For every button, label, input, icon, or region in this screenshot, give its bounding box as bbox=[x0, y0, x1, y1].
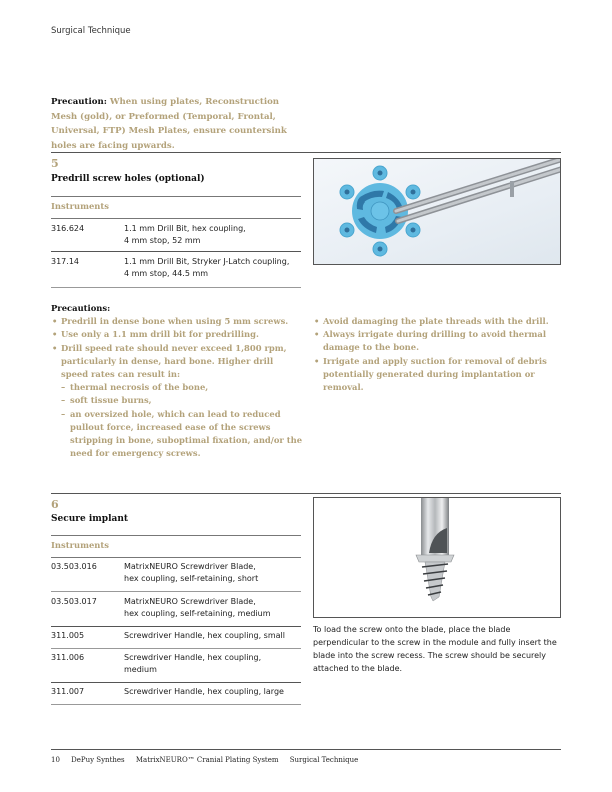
instrument-desc: medium bbox=[124, 665, 157, 674]
screwdriver-photo bbox=[313, 497, 561, 618]
table-rule bbox=[51, 591, 301, 592]
instruments-heading: Instruments bbox=[51, 540, 109, 550]
table-rule bbox=[51, 704, 301, 705]
instrument-desc: Screwdriver Handle, hex coupling, bbox=[124, 653, 262, 662]
instrument-code: 311.005 bbox=[51, 631, 85, 640]
precaution-label: Precaution: bbox=[51, 97, 107, 107]
section-divider bbox=[51, 152, 561, 153]
instrument-desc: 4 mm stop, 44.5 mm bbox=[124, 269, 209, 278]
instrument-code: 03.503.016 bbox=[51, 562, 97, 571]
table-rule bbox=[51, 648, 301, 649]
precaution-subitem: – soft tissue burns, bbox=[61, 395, 152, 406]
footer-product: MatrixNEURO™ Cranial Plating System bbox=[135, 756, 279, 764]
precaution-item: • Predrill in dense bone when using 5 mm screws. bbox=[51, 315, 303, 328]
footer-doc: Surgical Technique bbox=[289, 756, 359, 764]
precautions-title: Precautions: bbox=[51, 303, 111, 313]
table-rule bbox=[51, 196, 301, 197]
screwdriver-illustration bbox=[314, 498, 561, 618]
table-rule bbox=[51, 557, 301, 558]
precautions-left bbox=[51, 302, 303, 460]
top-precaution bbox=[51, 95, 301, 153]
instrument-desc: hex coupling, self-retaining, short bbox=[124, 574, 259, 583]
instruments-heading: Instruments bbox=[51, 201, 109, 211]
precaution-text: When using plates, Reconstruction Mesh (gold), or Preformed (Temporal, Frontal, Universal, FTP) Mesh Plates, ensure countersink holes are facing upwards. bbox=[51, 97, 287, 151]
instrument-desc: MatrixNEURO Screwdriver Blade, bbox=[124, 597, 256, 606]
footer-brand: DePuy Synthes bbox=[71, 756, 125, 764]
instrument-desc: 1.1 mm Drill Bit, hex coupling, bbox=[124, 224, 246, 233]
instrument-desc: hex coupling, self-retaining, medium bbox=[124, 609, 271, 618]
instrument-desc: Screwdriver Handle, hex coupling, small bbox=[124, 631, 285, 640]
table-rule bbox=[51, 535, 301, 536]
step-number: 5 bbox=[51, 157, 59, 170]
table-rule bbox=[51, 287, 301, 288]
section-divider bbox=[51, 493, 561, 494]
precaution-item: • Use only a 1.1 mm drill bit for predrilling. bbox=[51, 328, 303, 341]
instrument-code: 311.006 bbox=[51, 653, 85, 662]
precaution-subitem: – an oversized hole, which can lead to reduced pullout force, increased ease of the screws stripping in bone, suboptimal fixation, and/or the need for emergency screws. bbox=[61, 408, 303, 459]
mesh-plate-illustration bbox=[314, 159, 561, 265]
footer bbox=[51, 756, 367, 764]
table-rule bbox=[51, 251, 301, 252]
precaution-item: • Drill speed rate should never exceed 1,800 rpm, particularly in dense, hard bone. Higher drill speed rates can result in: bbox=[51, 342, 303, 382]
step-title: Secure implant bbox=[51, 514, 129, 524]
instrument-code: 316.624 bbox=[51, 224, 85, 233]
page-number: 10 bbox=[51, 756, 60, 764]
footer-rule bbox=[51, 749, 561, 750]
instrument-code: 03.503.017 bbox=[51, 597, 97, 606]
precaution-subitem: – thermal necrosis of the bone, bbox=[61, 382, 209, 393]
step-title: Predrill screw holes (optional) bbox=[51, 174, 205, 184]
instrument-desc: 1.1 mm Drill Bit, Stryker J-Latch coupling, bbox=[124, 257, 290, 266]
precaution-item: • Irrigate and apply suction for removal of debris potentially generated during implantation or removal. bbox=[313, 355, 563, 395]
instrument-desc: 4 mm stop, 52 mm bbox=[124, 236, 201, 245]
instrument-code: 311.007 bbox=[51, 687, 85, 696]
precautions-right bbox=[313, 315, 563, 394]
precaution-item: • Avoid damaging the plate threads with the drill. bbox=[313, 315, 563, 328]
step6-caption: To load the screw onto the blade, place the blade perpendicular to the screw in the module and fully insert the blade into the screw recess. The screw should be securely attached to the blade. bbox=[313, 625, 557, 673]
table-rule bbox=[51, 626, 301, 627]
mesh-plate-photo bbox=[313, 158, 561, 265]
running-header: Surgical Technique bbox=[51, 26, 131, 36]
instrument-desc: MatrixNEURO Screwdriver Blade, bbox=[124, 562, 256, 571]
step-number: 6 bbox=[51, 498, 59, 511]
precaution-item: • Always irrigate during drilling to avoid thermal damage to the bone. bbox=[313, 328, 563, 354]
table-rule bbox=[51, 218, 301, 219]
table-rule bbox=[51, 682, 301, 683]
instrument-desc: Screwdriver Handle, hex coupling, large bbox=[124, 687, 284, 696]
instrument-code: 317.14 bbox=[51, 257, 79, 266]
